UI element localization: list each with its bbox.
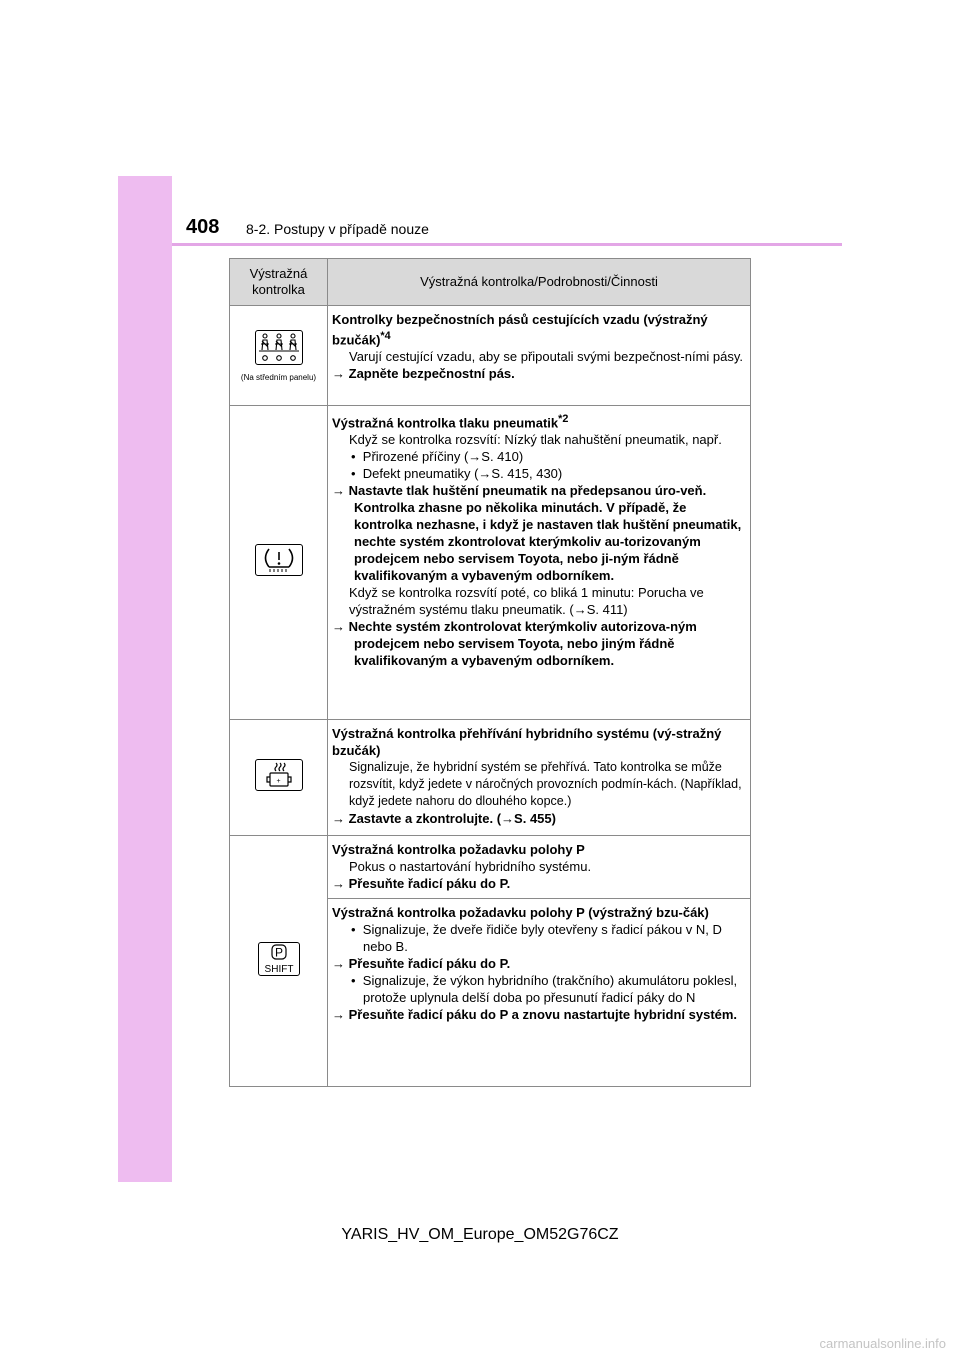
row-title: Kontrolky bezpečnostních pásů cestujících vzadu (výstražný bzučák)$^{*4}$ — [332, 312, 708, 348]
row-action: → Nechte systém zkontrolovat kterýmkoliv autorizova-ným prodejcem nebo servisem Toyota, nebo jiným řádně kvalifikovaným a vybaveným odborníkem. — [332, 619, 697, 669]
svg-text:+: + — [275, 778, 281, 785]
row-action: → Zapněte bezpečnostní pás. — [332, 366, 515, 382]
row-description: Když se kontrolka rozsvítí: Nízký tlak nahuštění pneumatik, např. — [349, 432, 722, 448]
row-description: Varují cestující vzadu, aby se připoutali svými bezpečnost-ními pásy. — [349, 349, 744, 365]
table-row — [230, 406, 751, 720]
details-cell — [328, 720, 751, 836]
warning-lights-table — [229, 258, 751, 1087]
row-description: Když se kontrolka rozsvítí poté, co bliká 1 minutu: Porucha ve výstražném systému tlaku pneumatik. (→S. 411) — [349, 585, 704, 618]
table-row — [230, 720, 751, 836]
section-sidebar-tab — [118, 176, 172, 1182]
row-action: → Zastavte a zkontrolujte. (→S. 455) — [332, 811, 556, 826]
row-description: Pokus o nastartování hybridního systému. — [349, 859, 592, 874]
svg-text:P: P — [274, 945, 283, 959]
p-shift-icon — [258, 942, 300, 976]
watermark: carmanualsonline.info — [819, 1336, 946, 1351]
tire-pressure-warning-icon — [255, 544, 303, 576]
icon-cell — [230, 836, 328, 1087]
document-code: YARIS_HV_OM_Europe_OM52G76CZ — [341, 1226, 619, 1243]
details-cell — [328, 306, 751, 406]
details-cell — [328, 836, 751, 899]
row-description: Signalizuje, že hybridní systém se přehřívá. Tato kontrolka se může rozsvítit, když jedete v náročných provozních podmín-kách. (Například, když jedete nahoru do dlouhého kopce.) — [349, 760, 742, 808]
col-header-light: Výstražná kontrolka — [230, 259, 328, 306]
svg-text:SHIFT: SHIFT — [264, 963, 293, 975]
list-item: • Signalizuje, že dveře řidiče byly otevřeny s řadicí pákou v N, D nebo B. — [351, 922, 722, 954]
details-cell — [328, 406, 751, 720]
col-header-details: Výstražná kontrolka/Podrobnosti/Činnosti — [328, 259, 751, 306]
row-title: Výstražná kontrolka tlaku pneumatik$^{*2}$ — [332, 413, 569, 431]
section-title: 8-2. Postupy v případě nouze — [246, 221, 429, 237]
row-title: Výstražná kontrolka požadavku polohy P — [332, 842, 585, 857]
icon-cell — [230, 406, 328, 720]
row-action: → Přesuňte řadicí páku do P. — [332, 956, 511, 971]
hybrid-system-overheat-icon — [255, 759, 303, 791]
icon-cell — [230, 720, 328, 836]
list-item: • Defekt pneumatiky (→S. 415, 430) — [351, 466, 563, 482]
list-item: • Přirozené příčiny (→S. 410) — [351, 449, 524, 465]
rear-seatbelt-reminder-icon — [255, 330, 303, 365]
table-header-row — [230, 259, 751, 306]
row-action-detail: Kontrolka zhasne po několika minutách. V případě, že kontrolka nezhasne, i když je nastaven tlak huštění pneumatik, nechte systém zkontrolovat kterýmkoliv au-torizovaným prodejcem nebo servisem Toyota, nebo ji-ným řádně kvalifikovaným a vybaveným odborníkem. — [354, 500, 742, 584]
row-action: → Přesuňte řadicí páku do P. — [332, 876, 511, 891]
table-row — [230, 306, 751, 406]
icon-cell — [230, 306, 328, 406]
row-title: Výstražná kontrolka požadavku polohy P (výstražný bzu-čák) — [332, 905, 709, 920]
icon-note: (Na středním panelu) — [240, 372, 317, 382]
row-action: → Nastavte tlak huštění pneumatik na předepsanou úro-veň. — [332, 483, 707, 499]
page-number: 408 — [186, 216, 220, 238]
details-cell — [328, 899, 751, 1087]
row-action: → Přesuňte řadicí páku do P a znovu nastartujte hybridní systém. — [332, 1007, 738, 1022]
list-item: • Signalizuje, že výkon hybridního (trakčního) akumulátoru poklesl, protože uplynula delší doba po přesunutí řadicí páky do N — [351, 973, 738, 1005]
table-row — [230, 836, 751, 899]
row-title: Výstražná kontrolka přehřívání hybridního systému (vý-stražný bzučák) — [332, 726, 722, 758]
header-rule — [172, 243, 842, 246]
